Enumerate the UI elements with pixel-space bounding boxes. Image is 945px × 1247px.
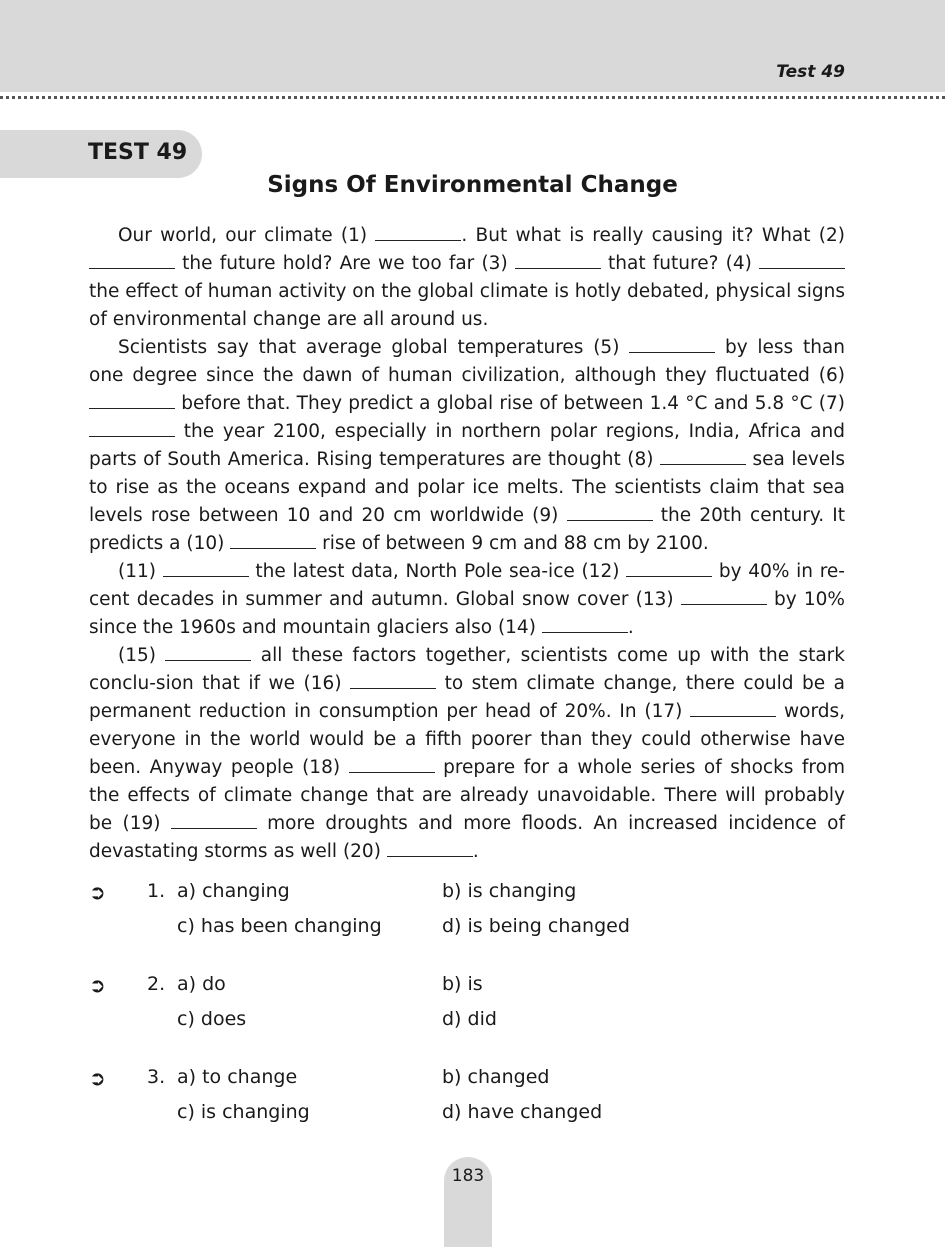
option-b[interactable]: b) changed xyxy=(442,1066,550,1088)
passage-text: (15) xyxy=(118,645,166,666)
passage-text: sea levels to rise as the oceans expand and polar ice melts. The scientists claim that sea levels rose between 10 and 20 cm worldwide (9) xyxy=(89,449,846,526)
passage-text: by 10% since the 1960s and mountain glaciers also (14) xyxy=(89,589,845,638)
passage-text: the latest data, North Pole sea-ice (12) xyxy=(248,561,627,582)
passage-text: the future hold? Are we too far (3) xyxy=(175,253,515,274)
answer-blank xyxy=(542,614,628,633)
passage-text: the 20th century. It predicts a (10) xyxy=(89,505,845,554)
option-d[interactable]: d) did xyxy=(442,1008,497,1030)
answer-blank xyxy=(171,810,257,829)
passage-text: . xyxy=(472,841,479,862)
answer-blank xyxy=(759,250,845,269)
passage-text: the effect of human activity on the global climate is hotly debated, physical signs of environmental change are all around us. xyxy=(89,281,845,330)
passage-text: all these factors together, scientists come up with the stark conclu-sion that if we (16) xyxy=(89,645,846,694)
passage-text: words, everyone in the world would be a fifth poorer than they could otherwise have been. Anyway people (18) xyxy=(89,701,845,778)
passage-text: . But what is really causing it? What (2) xyxy=(461,225,845,246)
answer-blank xyxy=(350,670,436,689)
answer-blank xyxy=(89,418,175,437)
running-head: Test 49 xyxy=(776,62,845,82)
answer-blank xyxy=(626,558,712,577)
passage-paragraph xyxy=(89,334,845,558)
dotted-divider xyxy=(0,96,945,99)
option-b[interactable]: b) is changing xyxy=(442,880,577,902)
option-c[interactable]: c) is changing xyxy=(177,1101,310,1123)
passage-text: . xyxy=(627,617,634,638)
answer-blank xyxy=(349,754,435,773)
answer-blank xyxy=(567,502,653,521)
answer-blank xyxy=(89,390,175,409)
option-d[interactable]: d) is being changed xyxy=(442,915,630,937)
question-number: 2. xyxy=(147,973,166,995)
arrow-icon: ➲ xyxy=(89,880,106,904)
answer-blank xyxy=(230,530,316,549)
passage-text: to stem climate change, there could be a permanent reduction in consumption per head of 20%. In (17) xyxy=(89,673,845,722)
passage-text: Scientists say that average global temperatures (5) xyxy=(118,337,630,358)
option-a[interactable]: a) to change xyxy=(177,1066,298,1088)
answer-blank xyxy=(690,698,776,717)
answer-blank xyxy=(89,250,175,269)
answer-blank xyxy=(375,222,461,241)
answer-blank xyxy=(387,838,473,857)
option-c[interactable]: c) does xyxy=(177,1008,247,1030)
passage-paragraph xyxy=(89,642,845,866)
option-c[interactable]: c) has been changing xyxy=(177,915,382,937)
answer-blank xyxy=(163,558,249,577)
question-1 xyxy=(89,880,789,956)
passage-title: Signs Of Environmental Change xyxy=(267,172,678,198)
question-2 xyxy=(89,973,789,1049)
option-a[interactable]: a) changing xyxy=(177,880,290,902)
test-label: TEST 49 xyxy=(88,140,188,165)
question-number: 3. xyxy=(147,1066,166,1088)
answer-blank xyxy=(681,586,767,605)
arrow-icon: ➲ xyxy=(89,973,106,997)
question-number: 1. xyxy=(147,880,166,902)
answer-blank xyxy=(165,642,251,661)
question-3 xyxy=(89,1066,789,1142)
option-b[interactable]: b) is xyxy=(442,973,483,995)
passage-text: rise of between 9 cm and 88 cm by 2100. xyxy=(316,533,709,554)
page-number: 183 xyxy=(451,1166,485,1186)
passage-text: by 40% in re-cent decades in summer and autumn. Global snow cover (13) xyxy=(89,561,845,610)
passage-text: Our world, our climate (1) xyxy=(118,225,376,246)
option-a[interactable]: a) do xyxy=(177,973,226,995)
answer-blank xyxy=(629,334,715,353)
passage-text: before that. They predict a global rise of between 1.4 °C and 5.8 °C (7) xyxy=(175,393,845,414)
passage-text: that future? (4) xyxy=(600,253,759,274)
passage-text: by less than one degree since the dawn of human civilization, although they fluctuated (6) xyxy=(89,337,845,386)
passage-paragraph xyxy=(89,222,845,334)
passage-text: (11) xyxy=(118,561,163,582)
passage-text: more droughts and more floods. An increased incidence of devastating storms as well (20) xyxy=(89,813,845,862)
answer-blank xyxy=(660,446,746,465)
passage-paragraph xyxy=(89,558,845,642)
passage xyxy=(89,222,845,866)
arrow-icon: ➲ xyxy=(89,1066,106,1090)
option-d[interactable]: d) have changed xyxy=(442,1101,603,1123)
answer-blank xyxy=(515,250,601,269)
passage-text: prepare for a whole series of shocks from the effects of climate change that are already unavoidable. There will probably be (19) xyxy=(89,757,845,834)
passage-text: the year 2100, especially in northern polar regions, India, Africa and parts of South America. Rising temperatures are thought (8) xyxy=(89,421,845,470)
